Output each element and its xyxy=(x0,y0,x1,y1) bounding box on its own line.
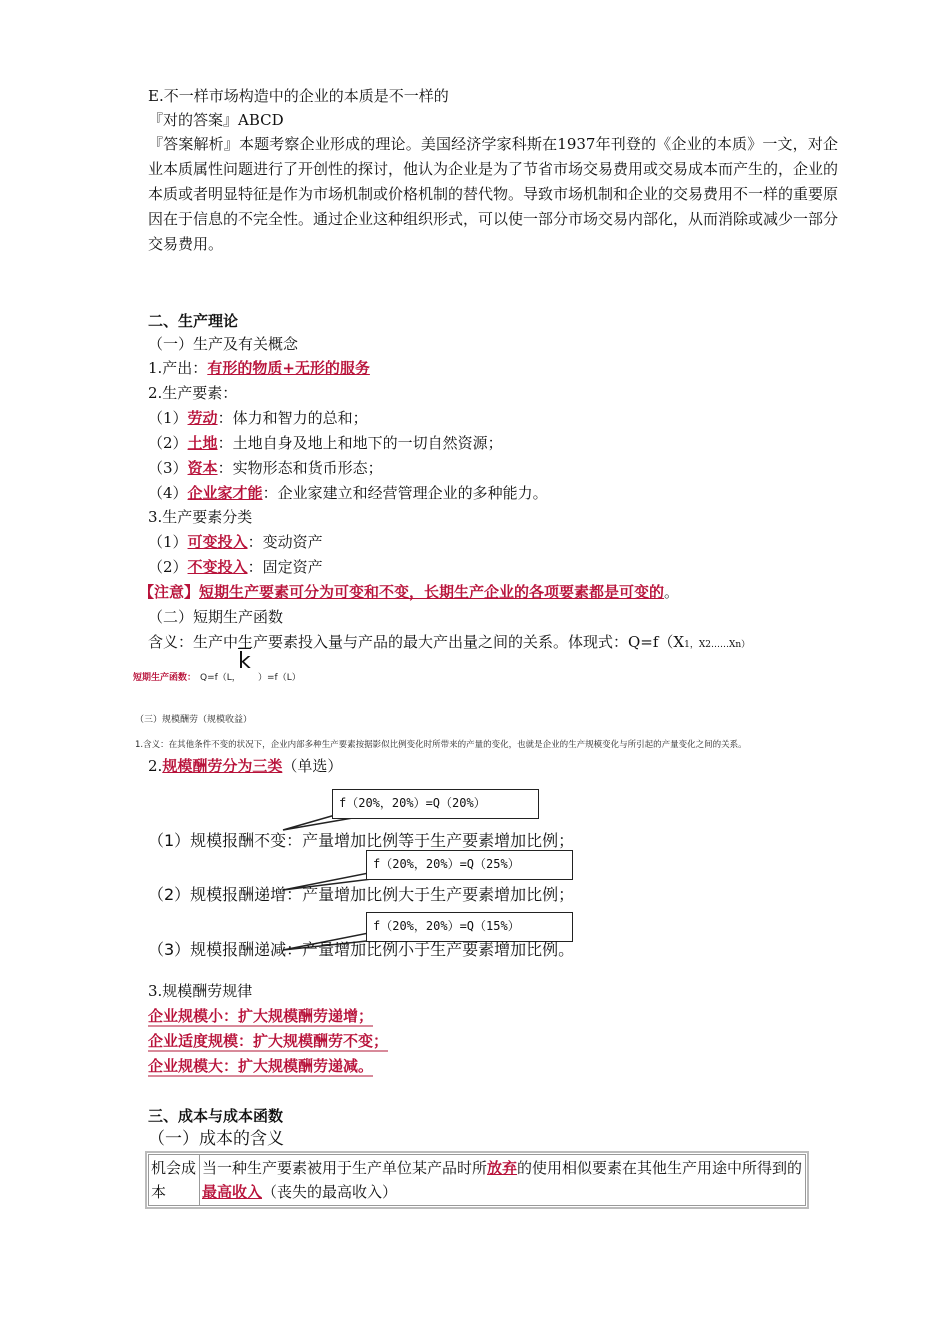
output-value: 有形的物质+无形的服务 xyxy=(207,359,370,377)
law-item: 企业适度规模：扩大规模酬劳不变； xyxy=(148,1032,389,1050)
cost-table xyxy=(148,1154,806,1206)
factor-name: 土地 xyxy=(187,434,218,452)
option-e: E.不一样市场构造中的企业的本质是不一样的 xyxy=(148,87,449,105)
formula-box: f（20%，20%）=Q（15%） xyxy=(366,912,573,942)
subsection-2: （二）短期生产函数 xyxy=(148,608,284,626)
factor-name: 资本 xyxy=(187,459,218,477)
factor-name: 劳动 xyxy=(187,409,218,427)
scale-line: （3）规模报酬递减：产量增加比例小于生产要素增加比例。 xyxy=(148,940,575,959)
answer-analysis: 『答案解析』本题考察企业形成的理论。美国经济学家科斯在1937年刊登的《企业的本质》一文，对企业本质属性问题进行了开创性的探讨，他认为企业是为了节省市场交易费用或交易成本而产生的，企业的本质或者明显特征是作为市场机制或价格机制的替代物。导致市场机制和企业的交易费用不一样的重要原因在于信息的不完全性。通过企业这种组织形式，可以使一部分市场交易内部化，从而消除或减少一部分交易费用。 xyxy=(148,135,839,253)
classify-item: （1）可变投入：变动资产 xyxy=(148,533,323,551)
scale-line: （1）规模报酬不变：产量增加比例等于生产要素增加比例； xyxy=(148,831,575,850)
note-text: 短期生产要素可分为可变和不变，长期生产企业的各项要素都是可变的 xyxy=(199,583,665,601)
definition-cell: 当一种生产要素被用于生产单位某产品时所放弃的使用相似要素在其他生产用途中所得到的最高收入（丧失的最高收入） xyxy=(200,1155,806,1206)
factor-item: （3）资本：实物形态和货币形态； xyxy=(148,459,383,477)
table-row xyxy=(149,1155,806,1206)
note-label: 【注意】 xyxy=(139,583,200,601)
answer-line: 『对的答案』ABCD xyxy=(148,111,284,129)
scale-line: （2）规模报酬递增：产量增加比例大于生产要素增加比例； xyxy=(148,885,575,904)
classify-title: 3.生产要素分类 xyxy=(148,508,253,526)
k-bar-symbol: k xyxy=(238,649,251,674)
subsection-cost-meaning: （一）成本的含义 xyxy=(148,1129,284,1149)
factor-item: （1）劳动：体力和智力的总和； xyxy=(148,409,368,427)
output-label: 1.产出： xyxy=(148,359,208,377)
law-item: 企业规模大：扩大规模酬劳递减。 xyxy=(148,1057,374,1075)
short-func-label: 短期生产函数： xyxy=(133,673,197,683)
term-cell: 机会成本 xyxy=(149,1155,200,1206)
formula-box: f（20%，20%）=Q（20%） xyxy=(332,789,539,819)
short-func-b: ）=f（L） xyxy=(258,673,301,683)
law-item: 企业规模小：扩大规模酬劳递增； xyxy=(148,1007,374,1025)
factors-title: 2.生产要素： xyxy=(148,384,238,402)
classify-item: （2）不变投入：固定资产 xyxy=(148,558,323,576)
subsection-3: （三）规模酬劳（规模收益） xyxy=(135,715,253,725)
law-title: 3.规模酬劳规律 xyxy=(148,982,253,1000)
function-meaning: 含义：生产中生产要素投入量与产品的最大产出量之间的关系。体现式：Q=f（X1，X2……Xn） xyxy=(148,633,751,651)
factor-name: 企业家才能 xyxy=(187,484,263,502)
scale-types-line: 2.规模酬劳分为三类（单选） xyxy=(148,757,343,775)
short-func-a: Q=f（L， xyxy=(200,673,241,683)
section-title-cost: 三、成本与成本函数 xyxy=(148,1107,284,1125)
factor-item: （4）企业家才能：企业家建立和经营管理企业的多种能力。 xyxy=(148,484,548,502)
note-line: 【注意】短期生产要素可分为可变和不变，长期生产企业的各项要素都是可变的。 xyxy=(139,583,680,601)
formula-box: f（20%，20%）=Q（25%） xyxy=(366,850,573,880)
subsection-1: （一）生产及有关概念 xyxy=(148,335,299,353)
section-title-production: 二、生产理论 xyxy=(148,312,239,330)
scale-meaning: 1.含义：在其他条件不变的状况下，企业内部多种生产要素按据影似比例变化时所带来的产量的变化，也就是企业的生产规模变化与所引起的产量变化之间的关系。 xyxy=(135,740,747,750)
factor-item: （2）土地：土地自身及地上和地下的一切自然资源； xyxy=(148,434,503,452)
